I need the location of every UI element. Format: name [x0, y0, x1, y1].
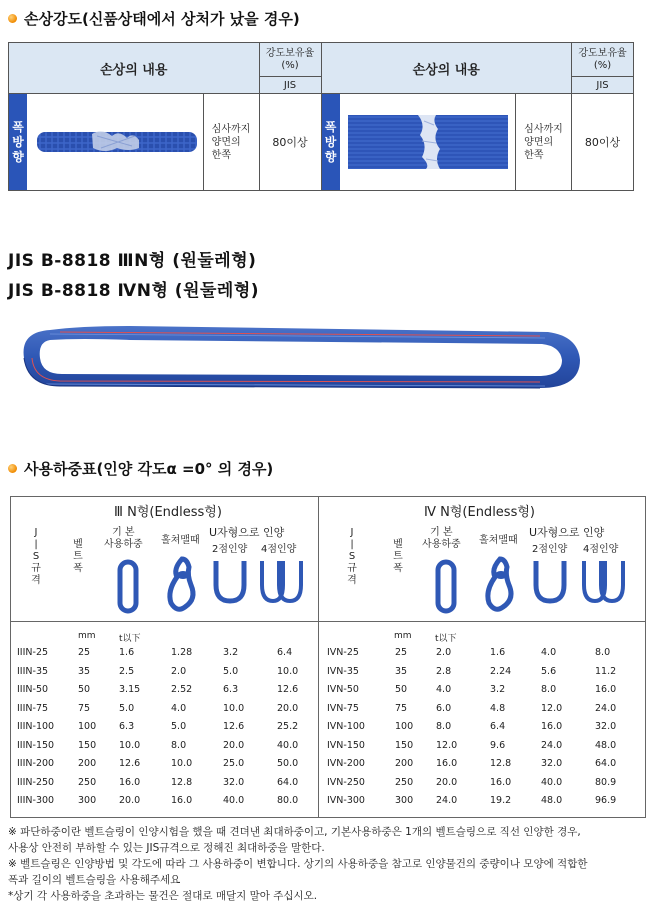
table-cell: 2.5	[119, 665, 135, 677]
table-cell: 6.4	[490, 721, 506, 732]
table-cell: 100	[78, 721, 97, 732]
table-cell: 25.2	[277, 721, 299, 732]
table-cell: 1.6	[119, 647, 135, 658]
table-cell: IVN-25	[327, 647, 359, 658]
table-cell: 9.6	[490, 739, 506, 751]
table-cell: 200	[78, 758, 97, 769]
table-cell: 5.6	[541, 665, 557, 677]
table-cell: 200	[395, 758, 414, 769]
note-line: ※ 벨트슬링은 인양방법 및 각도에 따라 그 사용하중이 변합니다. 상기의 사용하중을 참고로 인양물건의 중량이나 모양에 적합한	[8, 858, 588, 870]
table-cell: IVN-300	[327, 795, 365, 806]
table-cell: 5.0	[223, 665, 239, 677]
bullet-icon	[8, 464, 17, 473]
table-cell: 6.0	[436, 702, 452, 714]
table-cell: IIIN-200	[17, 758, 55, 769]
table-cell: 20.0	[223, 739, 245, 751]
table-cell: 32.0	[223, 776, 245, 788]
table-cell: 80.0	[277, 795, 299, 806]
note-line: 폭과 길이의 벨트슬링을 사용해주세요	[8, 874, 181, 886]
side-label: 폭 방 향	[9, 94, 27, 190]
col-choker: 홀쳐맬때	[161, 535, 200, 546]
table-cell: IVN-75	[327, 702, 359, 714]
table-cell: 3.15	[119, 684, 141, 695]
col-u2-2: 2점인양	[532, 544, 568, 555]
table-cell: 4.0	[436, 684, 452, 695]
table-cell: 64.0	[277, 776, 299, 788]
load-table-right	[319, 497, 645, 817]
col-u4-2: 4점인양	[583, 544, 619, 555]
table-cell: IVN-200	[327, 758, 365, 769]
table-cell: 25	[78, 647, 91, 658]
table-cell: 4.0	[541, 647, 557, 658]
table-cell: IVN-100	[327, 721, 365, 732]
table-cell: 40.0	[277, 739, 299, 751]
table-cell: 6.4	[277, 647, 293, 658]
table-cell: 5.0	[119, 702, 135, 714]
table-cell: 48.0	[595, 739, 617, 751]
table-cell: 10.0	[277, 665, 299, 677]
table-cell: IIIN-75	[17, 702, 49, 714]
u-lift-2-icon	[210, 557, 250, 607]
table-cell: 10.0	[171, 758, 193, 769]
table-cell: 2.0	[171, 665, 187, 677]
side-label-2: 폭 방 향	[322, 94, 340, 190]
damaged-sling-image-1	[37, 122, 197, 162]
col-width-2: 벨 트 폭	[393, 539, 403, 574]
table-cell: IIIN-250	[17, 776, 55, 788]
table-cell: 10.0	[119, 739, 141, 751]
basic-lift-icon	[113, 559, 143, 614]
table-cell: 75	[395, 702, 408, 714]
col-u: U자형으로 인양	[209, 526, 285, 539]
table-cell: 150	[395, 739, 414, 751]
choker-icon-2	[481, 555, 519, 615]
table-cell: 1.28	[171, 647, 193, 658]
table-cell: 24.0	[595, 702, 617, 714]
table-cell: 35	[78, 665, 91, 677]
table-cell: 100	[395, 721, 414, 732]
unit-mm-2: mm	[394, 631, 412, 641]
table-cell: 35	[395, 665, 408, 677]
table-cell: 24.0	[436, 795, 458, 806]
note-line: ※ 파단하중이란 벨트슬링이 인양시험을 했을 때 견뎌낸 최대하중이고, 기본사용하중은 1개의 벨트슬링으로 직선 인양한 경우,	[8, 826, 581, 838]
table-cell: 64.0	[595, 758, 617, 769]
table-cell: IIIN-50	[17, 684, 49, 695]
table-cell: 40.0	[223, 795, 245, 806]
col-basic: 기 본 사용하중	[104, 527, 143, 550]
table-cell: 32.0	[541, 758, 563, 769]
load-table	[10, 496, 646, 818]
damage-ratio-2: 80이상	[572, 94, 634, 191]
table-cell: 12.0	[436, 739, 458, 751]
table-cell: 24.0	[541, 739, 563, 751]
col-u2: 2점인양	[212, 544, 248, 555]
table-cell: 2.52	[171, 684, 193, 695]
right-title: Ⅳ N형(Endless형)	[424, 505, 535, 520]
u-lift-2-icon-2	[530, 557, 570, 607]
damage-desc-1: 심사까지 양면의 한쪽	[203, 94, 259, 190]
table-cell: 25	[395, 647, 408, 658]
damaged-sling-image-2	[348, 111, 508, 173]
table-cell: 16.0	[490, 776, 512, 788]
table-cell: 32.0	[595, 721, 617, 732]
unit-mm: mm	[78, 631, 96, 641]
table-cell: 300	[78, 795, 97, 806]
table-cell: 16.0	[119, 776, 141, 788]
left-title: Ⅲ N형(Endless형)	[114, 505, 222, 520]
jis-title-4n: JIS B-8818 ⅣN형 (원둘레형)	[8, 281, 260, 301]
table-cell: 300	[395, 795, 414, 806]
table-cell: 8.0	[541, 684, 557, 695]
note-line: *상기 각 사용하중을 초과하는 물건은 절대로 매달지 말아 주십시오.	[8, 890, 318, 902]
table-cell: IIIN-35	[17, 665, 49, 677]
header-ratio-2: 강도보유율 (%)	[572, 43, 634, 77]
table-cell: 40.0	[541, 776, 563, 788]
table-cell: 3.2	[490, 684, 506, 695]
table-cell: 50.0	[277, 758, 299, 769]
col-u-2: U자형으로 인양	[529, 526, 605, 539]
table-cell: 6.3	[223, 684, 239, 695]
col-u4: 4점인양	[261, 544, 297, 555]
choker-icon	[163, 555, 201, 615]
table-cell: 8.0	[436, 721, 452, 732]
table-cell: 50	[395, 684, 408, 695]
load-table-left	[11, 497, 318, 817]
table-cell: 250	[395, 776, 414, 788]
table-cell: 5.0	[171, 721, 187, 732]
table-cell: IVN-35	[327, 665, 359, 677]
table-cell: IIIN-150	[17, 739, 55, 751]
table-cell: IIIN-25	[17, 647, 49, 658]
table-cell: 20.0	[436, 776, 458, 788]
table-cell: 20.0	[277, 702, 299, 714]
table-cell: IIIN-300	[17, 795, 55, 806]
table-cell: 48.0	[541, 795, 563, 806]
table-cell: 20.0	[119, 795, 141, 806]
damage-desc-2: 심사까지 양면의 한쪽	[515, 94, 571, 190]
jis-title-3n: JIS B-8818 ⅢN형 (원둘레형)	[8, 251, 257, 271]
table-cell: 8.0	[171, 739, 187, 751]
notes	[8, 824, 653, 904]
table-cell: 12.0	[541, 702, 563, 714]
table-cell: 19.2	[490, 795, 512, 806]
table-cell: 25.0	[223, 758, 245, 769]
endless-sling-image	[20, 318, 585, 398]
u-lift-4-icon	[257, 557, 307, 607]
col-jis: J | S 규 격	[31, 527, 41, 586]
table-cell: 4.8	[490, 702, 506, 714]
table-cell: 6.3	[119, 721, 135, 732]
col-basic-2: 기 본 사용하중	[422, 527, 461, 550]
table-cell: 2.8	[436, 665, 452, 677]
table-cell: 250	[78, 776, 97, 788]
basic-lift-icon-2	[431, 559, 461, 614]
damage-ratio-1: 80이상	[259, 94, 321, 191]
table-cell: 75	[78, 702, 91, 714]
header-ratio: 강도보유율 (%)	[259, 43, 321, 77]
table-cell: 1.6	[490, 647, 506, 658]
header-content-2: 손상의 내용	[321, 43, 572, 94]
table-cell: IVN-150	[327, 739, 365, 751]
table-cell: 12.6	[119, 758, 141, 769]
table-cell: IIIN-100	[17, 721, 55, 732]
col-choker-2: 홀쳐맬때	[479, 535, 518, 546]
table-cell: 12.6	[223, 721, 245, 732]
u-lift-4-icon-2	[579, 557, 629, 607]
table-cell: 12.6	[277, 684, 299, 695]
note-line: 사용상 안전히 부하할 수 있는 JIS규격으로 정해진 최대하중을 말한다.	[8, 842, 325, 854]
header-content: 손상의 내용	[9, 43, 260, 94]
table-cell: 150	[78, 739, 97, 751]
table-cell: 16.0	[595, 684, 617, 695]
header-jis-2: JIS	[572, 77, 634, 94]
table-cell: 12.8	[171, 776, 193, 788]
table-cell: 4.0	[171, 702, 187, 714]
table-cell: 96.9	[595, 795, 617, 806]
table-cell: 2.24	[490, 665, 512, 677]
table-cell: 11.2	[595, 665, 617, 677]
damage-section-title: 손상강도(신품상태에서 상처가 났을 경우)	[8, 8, 300, 29]
table-cell: 50	[78, 684, 91, 695]
damage-table	[8, 42, 634, 191]
table-cell: 10.0	[223, 702, 245, 714]
unit-t-2: t以下	[435, 634, 457, 644]
table-cell: 12.8	[490, 758, 512, 769]
table-cell: 3.2	[223, 647, 239, 658]
unit-t: t以下	[119, 634, 141, 644]
table-cell: 16.0	[436, 758, 458, 769]
col-width: 벨 트 폭	[73, 539, 83, 574]
table-cell: IVN-50	[327, 684, 359, 695]
table-cell: 2.0	[436, 647, 452, 658]
table-cell: 16.0	[541, 721, 563, 732]
table-cell: 8.0	[595, 647, 611, 658]
load-section-title: 사용하중표(인양 각도α =0° 의 경우)	[8, 458, 273, 479]
bullet-icon	[8, 14, 17, 23]
header-jis: JIS	[259, 77, 321, 94]
table-cell: IVN-250	[327, 776, 365, 788]
table-cell: 80.9	[595, 776, 617, 788]
col-jis-2: J | S 규 격	[347, 527, 357, 586]
table-cell: 16.0	[171, 795, 193, 806]
